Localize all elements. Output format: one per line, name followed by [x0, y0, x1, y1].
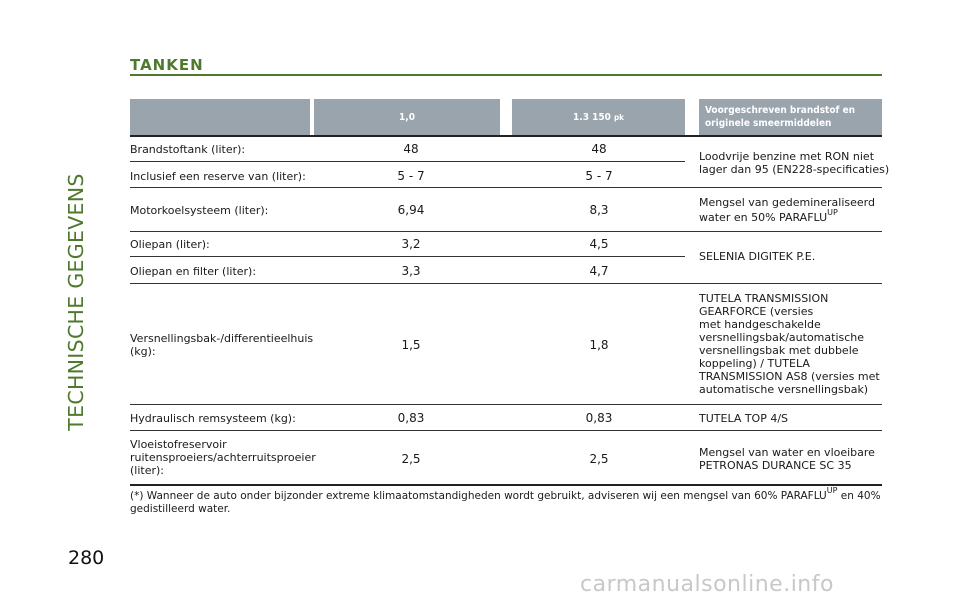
- row-label-reserve: Inclusief een reserve van (liter):: [130, 170, 306, 183]
- heading-underline: [130, 74, 882, 76]
- row-value-oil-pan-1: 3,2: [401, 237, 421, 251]
- recommendation-washer: Mengsel van water en vloeibare PETRONAS DURANCE SC 35: [699, 446, 875, 472]
- recommendation-gearbox: TUTELA TRANSMISSION GEARFORCE (versies met handgeschakelde versnellingsbak/automatische versnellingsbak met dubbele koppeling) / TUTELA TRANSMISSION AS8 (versies met automatische versnellingsbak): [699, 292, 880, 396]
- row-label-gearbox: Versnellingsbak-/differentieelhuis (kg):: [130, 332, 314, 358]
- row-value-coolant-1: 6,94: [397, 203, 425, 217]
- row-value-washer-1: 2,5: [401, 452, 421, 466]
- table-header-engine-1: 1,0: [314, 99, 500, 135]
- table-header-recommendation: Voorgeschreven brandstof en originele smeermiddelen: [699, 99, 882, 135]
- row-label-oil-pan: Oliepan (liter):: [130, 238, 210, 251]
- watermark: carmanualsonline.info: [580, 572, 834, 597]
- recommendation-coolant: Mengsel van gedemineraliseerd water en 50% $PARAFLU^{UP}$: [699, 196, 875, 224]
- row-divider: [130, 256, 685, 257]
- footnote: (*) Wanneer de auto onder bijzonder extreme klimaatomstandigheden wordt gebruikt, adviseren wij een mengsel van 60% $PARAFLU^{UP}$ en 40% gedistilleerd water.: [130, 486, 881, 515]
- page-heading: TANKEN: [130, 56, 204, 74]
- row-divider: [130, 161, 685, 162]
- row-value-reserve-1: 5 - 7: [397, 169, 425, 183]
- row-value-fuel-tank-1: 48: [403, 142, 419, 156]
- row-value-oil-filter-1: 3,3: [401, 264, 421, 278]
- row-value-reserve-2: 5 - 7: [585, 169, 613, 183]
- table-header-rule: [130, 135, 882, 137]
- row-label-washer: Vloeistofreservoir ruitensproeiers/achterruitsproeier (liter):: [130, 438, 316, 477]
- row-value-fuel-tank-2: 48: [591, 142, 607, 156]
- page-number: 280: [68, 547, 105, 569]
- table-bottom-rule: [130, 484, 882, 486]
- row-value-brake-2: 0,83: [585, 411, 613, 425]
- row-value-gearbox-2: 1,8: [589, 338, 609, 352]
- row-divider: [130, 231, 882, 232]
- row-label-coolant: Motorkoelsysteem (liter):: [130, 204, 269, 217]
- recommendation-oil: SELENIA DIGITEK P.E.: [699, 250, 816, 263]
- table-header-engine-2: 1.3 150 pk: [512, 99, 685, 135]
- row-divider: [130, 283, 882, 284]
- row-value-oil-filter-2: 4,7: [589, 264, 609, 278]
- row-label-fuel-tank: Brandstoftank (liter):: [130, 143, 246, 156]
- recommendation-fuel: Loodvrije benzine met RON niet lager dan 95 (EN228-specificaties): [699, 150, 890, 176]
- row-value-brake-1: 0,83: [397, 411, 425, 425]
- row-value-oil-pan-2: 4,5: [589, 237, 609, 251]
- recommendation-brake: TUTELA TOP 4/S: [699, 412, 789, 425]
- row-divider: [130, 187, 882, 188]
- row-value-gearbox-1: 1,5: [401, 338, 421, 352]
- row-value-washer-2: 2,5: [589, 452, 609, 466]
- row-label-brake: Hydraulisch remsysteem (kg):: [130, 412, 296, 425]
- row-value-coolant-2: 8,3: [589, 203, 609, 217]
- table-header-empty: [130, 99, 310, 135]
- row-divider: [130, 404, 882, 405]
- row-divider: [130, 430, 882, 431]
- row-label-oil-filter: Oliepan en filter (liter):: [130, 265, 257, 278]
